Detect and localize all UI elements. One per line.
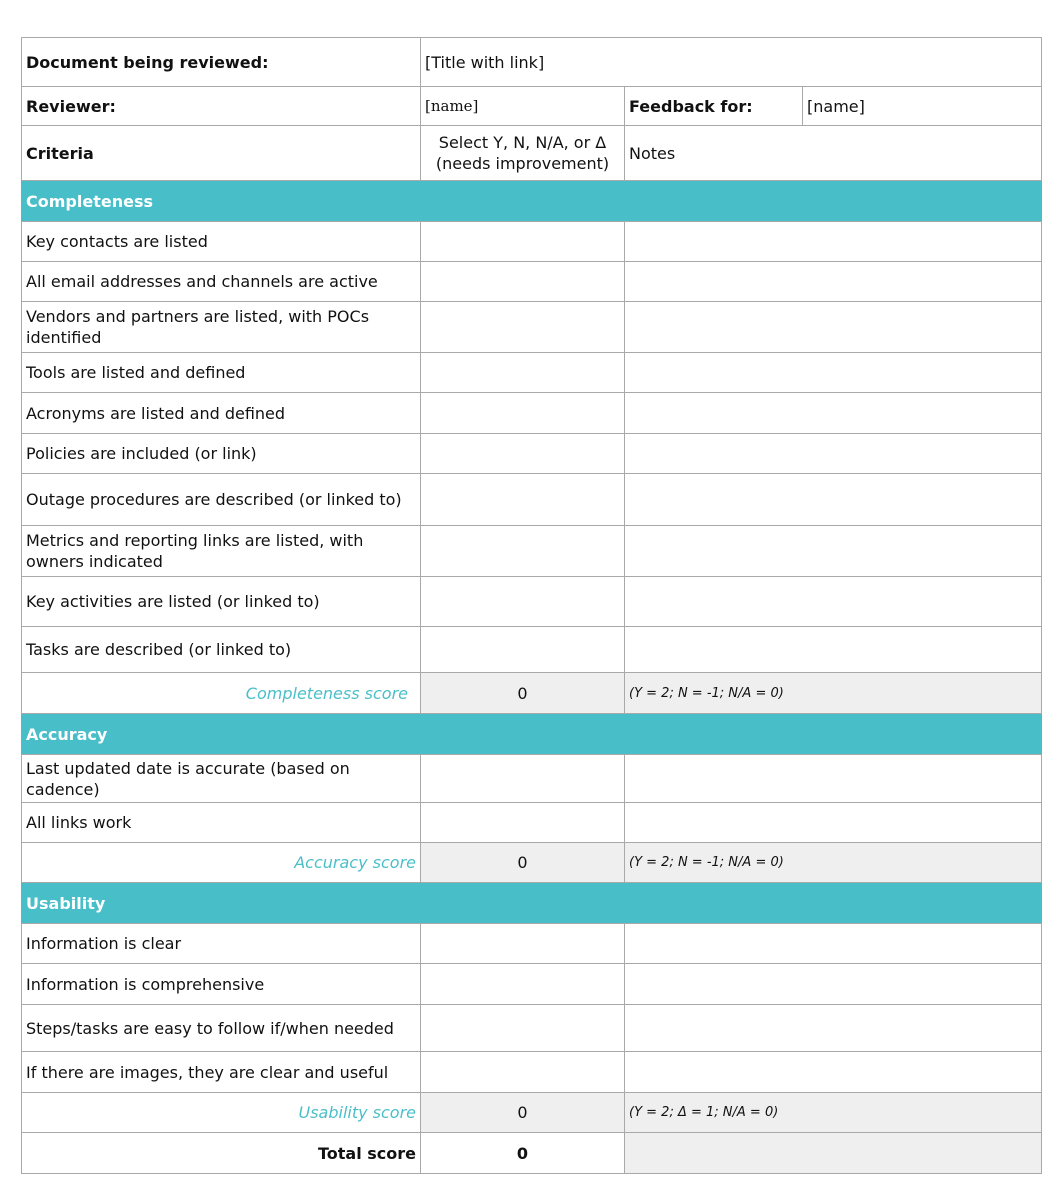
rating-cell[interactable]	[421, 474, 625, 526]
rating-cell[interactable]	[421, 526, 625, 577]
rating-cell[interactable]	[421, 1052, 625, 1093]
criteria-row	[22, 262, 1042, 302]
notes-cell[interactable]	[625, 964, 1042, 1005]
reviewer-row	[22, 87, 1042, 126]
criteria-label: Information is clear	[22, 924, 421, 964]
accuracy-score-label: Accuracy score	[22, 843, 421, 883]
criteria-label: Key contacts are listed	[22, 222, 421, 262]
completeness-score-row	[22, 673, 1042, 714]
criteria-row	[22, 803, 1042, 843]
criteria-header-row	[22, 126, 1042, 181]
criteria-label: If there are images, they are clear and useful	[22, 1052, 421, 1093]
notes-cell[interactable]	[625, 474, 1042, 526]
criteria-row	[22, 755, 1042, 803]
criteria-row	[22, 577, 1042, 627]
criteria-label: Tasks are described (or linked to)	[22, 627, 421, 673]
section-accuracy	[22, 714, 1042, 755]
total-score-blank	[625, 1133, 1042, 1174]
criteria-label: Outage procedures are described (or linked to)	[22, 474, 421, 526]
notes-cell[interactable]	[625, 924, 1042, 964]
notes-cell[interactable]	[625, 1005, 1042, 1052]
document-label: Document being reviewed:	[22, 38, 421, 87]
criteria-row	[22, 1005, 1042, 1052]
total-score-label: Total score	[22, 1133, 421, 1174]
usability-score-label: Usability score	[22, 1093, 421, 1133]
feedback-for-label: Feedback for:	[625, 87, 803, 126]
completeness-score-formula: (Y = 2; N = -1; N/A = 0)	[625, 673, 1042, 714]
criteria-label: Last updated date is accurate (based on cadence)	[22, 755, 421, 803]
criteria-row	[22, 353, 1042, 393]
criteria-label: All links work	[22, 803, 421, 843]
document-row	[22, 38, 1042, 87]
criteria-label: Information is comprehensive	[22, 964, 421, 1005]
rating-cell[interactable]	[421, 222, 625, 262]
criteria-label: Steps/tasks are easy to follow if/when needed	[22, 1005, 421, 1052]
criteria-label: Vendors and partners are listed, with POCs identified	[22, 302, 421, 353]
criteria-label: Policies are included (or link)	[22, 434, 421, 474]
criteria-row	[22, 964, 1042, 1005]
completeness-score-value: 0	[421, 673, 625, 714]
rating-cell[interactable]	[421, 302, 625, 353]
criteria-label: All email addresses and channels are active	[22, 262, 421, 302]
section-usability	[22, 883, 1042, 924]
total-score-row	[22, 1133, 1042, 1174]
criteria-label: Tools are listed and defined	[22, 353, 421, 393]
notes-cell[interactable]	[625, 526, 1042, 577]
rating-cell[interactable]	[421, 803, 625, 843]
rating-cell[interactable]	[421, 755, 625, 803]
criteria-row	[22, 526, 1042, 577]
select-rating-line-1: Select Y, N, N/A, or Δ	[438, 133, 607, 152]
notes-cell[interactable]	[625, 353, 1042, 393]
criteria-row	[22, 302, 1042, 353]
criteria-label: Metrics and reporting links are listed, with owners indicated	[22, 526, 421, 577]
notes-cell[interactable]	[625, 393, 1042, 434]
document-title-field[interactable]: [Title with link]	[421, 38, 1042, 87]
criteria-row	[22, 474, 1042, 526]
rating-cell[interactable]	[421, 577, 625, 627]
total-score-value: 0	[421, 1133, 625, 1174]
notes-cell[interactable]	[625, 302, 1042, 353]
rating-cell[interactable]	[421, 393, 625, 434]
feedback-for-name-field[interactable]: [name]	[803, 87, 1042, 126]
notes-header: Notes	[625, 126, 1042, 181]
criteria-label: Acronyms are listed and defined	[22, 393, 421, 434]
reviewer-label: Reviewer:	[22, 87, 421, 126]
notes-cell[interactable]	[625, 262, 1042, 302]
notes-cell[interactable]	[625, 755, 1042, 803]
criteria-row	[22, 1052, 1042, 1093]
section-title: Usability	[22, 883, 1042, 924]
rating-cell[interactable]	[421, 1005, 625, 1052]
reviewer-name-field[interactable]: [name]	[421, 87, 625, 126]
notes-cell[interactable]	[625, 577, 1042, 627]
notes-cell[interactable]	[625, 222, 1042, 262]
rating-cell[interactable]	[421, 627, 625, 673]
criteria-row	[22, 393, 1042, 434]
select-rating-header	[421, 126, 625, 181]
select-rating-line-2: (needs improvement)	[435, 154, 610, 173]
criteria-label: Key activities are listed (or linked to)	[22, 577, 421, 627]
review-table	[21, 37, 1042, 1174]
rating-cell[interactable]	[421, 353, 625, 393]
accuracy-score-row	[22, 843, 1042, 883]
criteria-row	[22, 222, 1042, 262]
rating-cell[interactable]	[421, 262, 625, 302]
rating-cell[interactable]	[421, 924, 625, 964]
rating-cell[interactable]	[421, 434, 625, 474]
notes-cell[interactable]	[625, 627, 1042, 673]
completeness-score-label: Completeness score	[22, 673, 421, 714]
criteria-header: Criteria	[22, 126, 421, 181]
notes-cell[interactable]	[625, 434, 1042, 474]
criteria-row	[22, 924, 1042, 964]
criteria-row	[22, 627, 1042, 673]
usability-score-formula: (Y = 2; Δ = 1; N/A = 0)	[625, 1093, 1042, 1133]
notes-cell[interactable]	[625, 1052, 1042, 1093]
accuracy-score-formula: (Y = 2; N = -1; N/A = 0)	[625, 843, 1042, 883]
usability-score-value: 0	[421, 1093, 625, 1133]
notes-cell[interactable]	[625, 803, 1042, 843]
criteria-row	[22, 434, 1042, 474]
rating-cell[interactable]	[421, 964, 625, 1005]
section-completeness	[22, 181, 1042, 222]
section-title: Accuracy	[22, 714, 1042, 755]
section-title: Completeness	[22, 181, 1042, 222]
usability-score-row	[22, 1093, 1042, 1133]
accuracy-score-value: 0	[421, 843, 625, 883]
